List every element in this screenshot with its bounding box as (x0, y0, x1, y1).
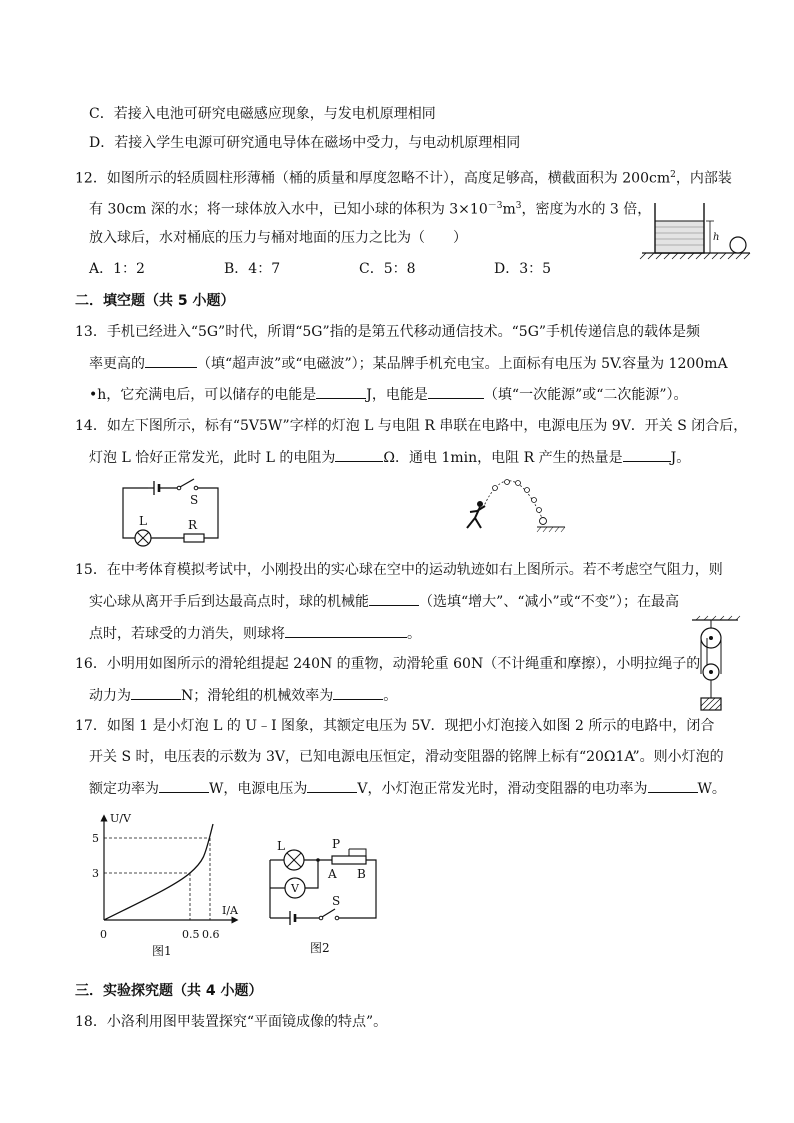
q15-line-2: 实心球从离开手后到达最高点时，球的机械能 （选填“增大”、“减小”或“不变”）；在最高 (89, 591, 679, 612)
q14-resistor-label: R (188, 518, 198, 532)
q12-option-b: B．4：7 (224, 261, 281, 277)
q17-fig1-ylabel: U/V (110, 812, 131, 825)
section-2-heading: 二．填空题（共 5 小题） (75, 293, 235, 309)
q13-blank-1[interactable] (145, 353, 197, 368)
q13-line-3: •h，它充满电后，可以储存的电能是 J，电能是 （填“一次能源”或“二次能源”）。 (89, 384, 688, 405)
q13-line-2: 率更高的 （填“超声波”或“电磁波”）；某品牌手机充电宝。上面标有电压为 5V.容量为 1200mA (89, 353, 728, 374)
q11-option-d: D．若接入学生电源可研究通电导体在磁场中受力，与电动机原理相同 (89, 135, 521, 151)
q13-blank-3[interactable] (428, 384, 484, 399)
q15-blank-2[interactable] (285, 623, 407, 638)
q17-figure-1-ui-graph (90, 810, 250, 960)
q17-fig1-origin: 0 (100, 928, 107, 941)
q17-fig2-switch-label: S (332, 894, 341, 908)
q13-line-1: 13．手机已经进入“5G”时代，所谓“5G”指的是第五代移动通信技术。“5G”手机传递信息的载体是频 (75, 324, 701, 340)
q14-switch-label: S (190, 493, 199, 507)
q17-line-2: 开关 S 时，电压表的示数为 3V，已知电源电压恒定，滑动变阻器的铭牌上标有“20Ω1A”。则小灯泡的 (89, 749, 724, 765)
q15-blank-1[interactable] (369, 591, 419, 606)
q16-blank-2[interactable] (333, 685, 383, 700)
q16-blank-1[interactable] (131, 685, 181, 700)
q17-fig1-caption: 图1 (152, 944, 172, 958)
q18-line-1: 18．小洛利用图甲装置探究“平面镜成像的特点”。 (75, 1014, 388, 1030)
q12-option-d: D．3：5 (494, 261, 552, 277)
q17-blank-3[interactable] (648, 778, 698, 793)
q12-option-c: C．5：8 (359, 261, 416, 277)
q14-circuit-figure (118, 478, 238, 553)
section-3-heading: 三．实验探究题（共 4 小题） (75, 983, 263, 999)
q17-fig2-lamp-label: L (277, 839, 285, 853)
q14-line-2: 灯泡 L 恰好正常发光，此时 L 的电阻为 Ω．通电 1min，电阻 R 产生的热量是 J。 (89, 447, 690, 468)
q13-blank-2[interactable] (316, 384, 366, 399)
q17-fig1-xtick-05: 0.5 (182, 928, 200, 941)
q16-line-2: 动力为 N；滑轮组的机械效率为 。 (89, 685, 397, 706)
q15-line-1: 15．在中考体育模拟考试中，小刚投出的实心球在空中的运动轨迹如右上图所示。若不考虑空气阻力，则 (75, 562, 723, 578)
q17-fig1-ytick-3: 3 (92, 867, 99, 880)
q16-line-1: 16．小明用如图所示的滑轮组提起 240N 的重物，动滑轮重 60N（不计绳重和摩擦），小明拉绳子的 (75, 656, 701, 672)
q17-line-3: 额定功率为 W，电源电压为 V，小灯泡正常发光时，滑动变阻器的电功率为 W。 (89, 778, 726, 799)
q12-option-a: A．1：2 (89, 261, 145, 277)
q14-blank-2[interactable] (623, 447, 671, 462)
q12-fig-h-label: h (713, 232, 720, 243)
q14-lamp-label: L (139, 514, 147, 528)
q17-fig2-end-b-label: B (357, 867, 366, 881)
q15-line-3: 点时，若球受的力消失，则球将 。 (89, 623, 421, 644)
q17-fig1-xlabel: I/A (222, 904, 238, 917)
q11-option-c: C．若接入电池可研究电磁感应现象，与发电机原理相同 (89, 106, 436, 122)
q17-fig1-xtick-06: 0.6 (202, 928, 220, 941)
q14-line-1: 14．如左下图所示，标有“5V5W”字样的灯泡 L 与电阻 R 串联在电路中，电源电压为 9V．开关 S 闭合后， (75, 418, 748, 434)
q17-blank-2[interactable] (307, 778, 357, 793)
q17-line-1: 17．如图 1 是小灯泡 L 的 U﹣I 图象，其额定电压为 5V．现把小灯泡接入如图 2 所示的电路中，闭合 (75, 718, 715, 734)
q17-figure-2-circuit (262, 830, 387, 960)
q12-bucket-figure (640, 195, 750, 265)
q12-line-2: 有 30cm 深的水；将一球体放入水中，已知小球的体积为 $3\times 10^{-3}m^3$，密度为水的 3 倍， (89, 201, 652, 218)
shot-put-trajectory-figure (455, 478, 565, 538)
q12-line-1: 12．如图所示的轻质圆柱形薄桶（桶的质量和厚度忽略不计），高度足够高，横截面积为 $200cm^2$，内部装 (75, 170, 732, 187)
q17-blank-1[interactable] (159, 778, 209, 793)
q17-fig2-caption: 图2 (310, 941, 330, 955)
q17-fig2-slider-label: P (332, 837, 341, 851)
q17-fig2-end-a-label: A (328, 867, 337, 881)
q12-line-3: 放入球后，水对桶底的压力与桶对地面的压力之比为（ ） (89, 230, 467, 246)
q17-fig1-ytick-5: 5 (92, 832, 99, 845)
q17-fig2-voltmeter-label: V (291, 882, 299, 895)
q14-blank-1[interactable] (335, 447, 383, 462)
q12-options (89, 259, 629, 279)
